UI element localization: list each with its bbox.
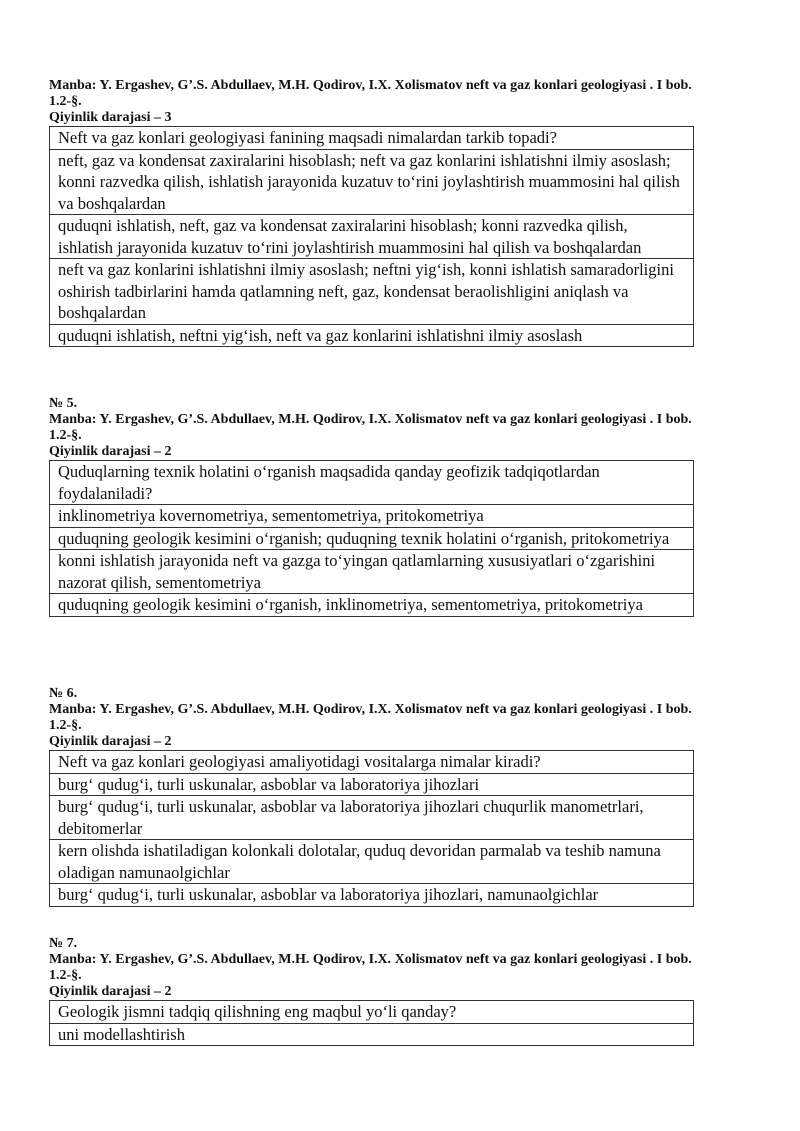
question-cell: Neft va gaz konlari geologiyasi amaliyotidagi vositalarga nimalar kiradi? bbox=[50, 751, 694, 774]
answer-cell: quduqni ishlatish, neftni yig‘ish, neft va gaz konlarini ishlatishni ilmiy asoslash bbox=[50, 324, 694, 347]
answer-cell: burg‘ qudug‘i, turli uskunalar, asboblar va laboratoriya jihozlari bbox=[50, 773, 694, 796]
answer-cell: neft va gaz konlarini ishlatishni ilmiy asoslash; neftni yig‘ish, konni ishlatish samaradorligini oshirish tadbirlarini hamda qatlamning neft, gaz, kondensat beraolishligini aniqlash va boshqalardan bbox=[50, 259, 694, 325]
source-line: Manba: Y. Ergashev, G’.S. Abdullaev, M.H. Qodirov, I.X. Xolismatov neft va gaz konlari geologiyasi . I bob. 1.2-§. bbox=[49, 412, 692, 443]
answer-cell: kern olishda ishatiladigan kolonkali dolotalar, quduq devoridan parmalab va teshib namuna oladigan namunaolgichlar bbox=[50, 840, 694, 884]
question-number: № 7. bbox=[49, 936, 78, 951]
difficulty-line: Qiyinlik darajasi – 3 bbox=[49, 110, 172, 125]
question-table bbox=[49, 750, 694, 907]
question-block-5 bbox=[49, 396, 694, 617]
question-cell: Quduqlarning texnik holatini o‘rganish maqsadida qanday geofizik tadqiqotlardan foydalaniladi? bbox=[50, 461, 694, 505]
difficulty-line: Qiyinlik darajasi – 2 bbox=[49, 444, 172, 459]
question-number: № 5. bbox=[49, 396, 78, 411]
question-table bbox=[49, 460, 694, 617]
source-line: Manba: Y. Ergashev, G’.S. Abdullaev, M.H. Qodirov, I.X. Xolismatov neft va gaz konlari geologiyasi . I bob. 1.2-§. bbox=[49, 952, 692, 983]
answer-cell: quduqning geologik kesimini o‘rganish, inklinometriya, sementometriya, pritokometriya bbox=[50, 594, 694, 617]
question-cell: Neft va gaz konlari geologiyasi fanining maqsadi nimalardan tarkib topadi? bbox=[50, 127, 694, 150]
answer-cell: quduqning geologik kesimini o‘rganish; quduqning texnik holatini o‘rganish, pritokometriya bbox=[50, 527, 694, 550]
difficulty-line: Qiyinlik darajasi – 2 bbox=[49, 984, 172, 999]
question-block-1 bbox=[49, 78, 694, 347]
answer-cell: burg‘ qudug‘i, turli uskunalar, asboblar va laboratoriya jihozlari chuqurlik manometrlari, debitomerlar bbox=[50, 796, 694, 840]
question-block-6 bbox=[49, 686, 694, 907]
difficulty-line: Qiyinlik darajasi – 2 bbox=[49, 734, 172, 749]
answer-cell: uni modellashtirish bbox=[50, 1023, 694, 1046]
answer-cell: konni ishlatish jarayonida neft va gazga to‘yingan qatlamlarning xususiyatlari o‘zgarishini nazorat qilish, sementometriya bbox=[50, 550, 694, 594]
question-table bbox=[49, 126, 694, 347]
question-block-7 bbox=[49, 936, 694, 1046]
answer-cell: inklinometriya kovernometriya, sementometriya, pritokometriya bbox=[50, 505, 694, 528]
answer-cell: burg‘ qudug‘i, turli uskunalar, asboblar va laboratoriya jihozlari, namunaolgichlar bbox=[50, 884, 694, 907]
answer-cell: quduqni ishlatish, neft, gaz va kondensat zaxiralarini hisoblash; konni razvedka qilish, ishlatish jarayonida kuzatuv to‘rini joylashtirish muammosini hal qilish va boshqalardan bbox=[50, 215, 694, 259]
question-table bbox=[49, 1000, 694, 1046]
answer-cell: neft, gaz va kondensat zaxiralarini hisoblash; neft va gaz konlarini ishlatishni ilmiy asoslash; konni razvedka qilish, ishlatish jarayonida kuzatuv to‘rini joylashtirish muammosini hal qilish va boshqalardan bbox=[50, 149, 694, 215]
source-line: Manba: Y. Ergashev, G’.S. Abdullaev, M.H. Qodirov, I.X. Xolismatov neft va gaz konlari geologiyasi . I bob. 1.2-§. bbox=[49, 702, 692, 733]
question-cell: Geologik jismni tadqiq qilishning eng maqbul yo‘li qanday? bbox=[50, 1001, 694, 1024]
source-line: Manba: Y. Ergashev, G’.S. Abdullaev, M.H. Qodirov, I.X. Xolismatov neft va gaz konlari geologiyasi . I bob. 1.2-§. bbox=[49, 78, 692, 109]
question-number: № 6. bbox=[49, 686, 78, 701]
